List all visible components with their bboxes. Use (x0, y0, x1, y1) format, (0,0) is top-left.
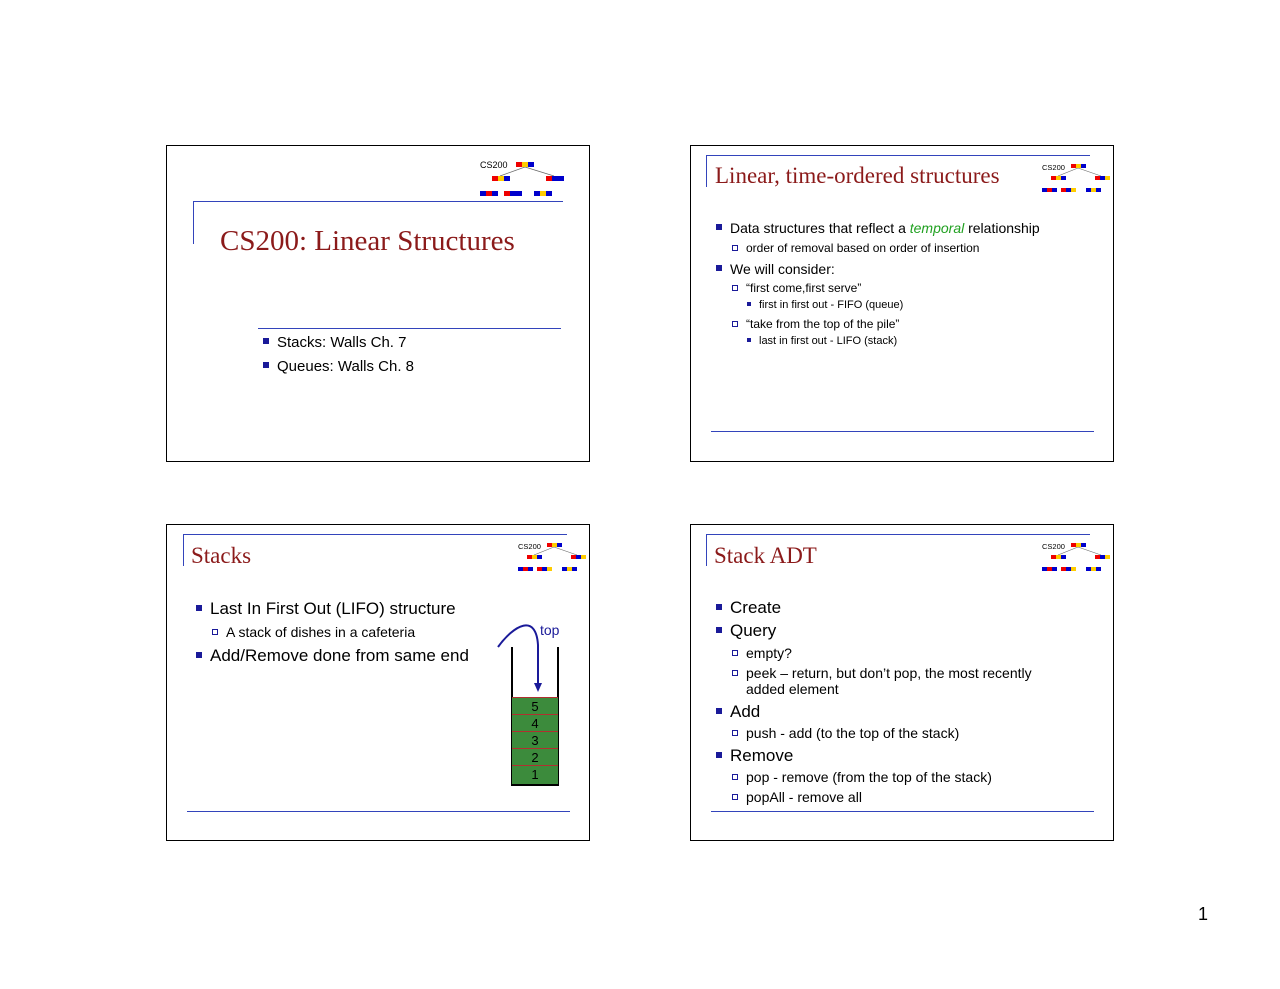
hollow-bullet-icon (732, 730, 738, 736)
cs200-logo-icon (1040, 540, 1112, 574)
slide-3-bullet: Last In First Out (LIFO) structure (196, 599, 456, 619)
svg-text:CS200: CS200 (1042, 163, 1065, 172)
stack-item: 2 (512, 748, 558, 765)
hollow-bullet-icon (732, 321, 738, 327)
cs200-logo-icon (1040, 161, 1112, 195)
bullet-icon (747, 302, 751, 306)
slide-4-bottom-rule (711, 811, 1094, 812)
page-number: 1 (1198, 904, 1209, 924)
hollow-bullet-icon (732, 650, 738, 656)
bullet-icon (716, 604, 722, 610)
hollow-bullet-icon (732, 285, 738, 291)
slide-3-subbullet: A stack of dishes in a cafeteria (212, 624, 415, 640)
slide-3-left-rule (183, 534, 184, 566)
slide-2-subsubbullet: first in first out - FIFO (queue) (747, 299, 903, 311)
svg-text:CS200: CS200 (518, 542, 541, 551)
stack-item: 3 (512, 731, 558, 748)
slide-2-bullet: Data structures that reflect a temporal relationship (716, 220, 1040, 236)
bullet-icon (263, 338, 269, 344)
bullet-icon (196, 652, 202, 658)
bullet-icon (716, 627, 722, 633)
slide-3-title: Stacks (191, 543, 252, 568)
slide-4-subbullet-continued: added element (746, 681, 839, 697)
bullet-icon (716, 224, 722, 230)
stack-item: 4 (512, 714, 558, 731)
slide-4-subbullet: pop - remove (from the top of the stack) (732, 769, 992, 785)
logo-label: CS200 (480, 160, 508, 170)
bullet-icon (263, 362, 269, 368)
hollow-bullet-icon (732, 794, 738, 800)
slide-2-bullet: We will consider: (716, 261, 835, 277)
slide-4-subbullet: peek – return, but don’t pop, the most recently (732, 665, 1032, 681)
hollow-bullet-icon (212, 629, 218, 635)
cs200-logo-icon (478, 158, 568, 200)
hollow-bullet-icon (732, 245, 738, 251)
slide-1-bullet-rule (258, 328, 561, 329)
stack-diagram (512, 697, 558, 786)
slide-4-subbullet: push - add (to the top of the stack) (732, 725, 959, 741)
bullet-icon (196, 605, 202, 611)
slide-4-subbullet: empty? (732, 645, 792, 661)
slide-1-bullet: Queues: Walls Ch. 8 (263, 358, 414, 375)
slide-1-bullet: Stacks: Walls Ch. 7 (263, 334, 406, 351)
bullet-icon (716, 708, 722, 714)
slide-2-title: Linear, time-ordered structures (715, 163, 1000, 188)
slide-4-title: Stack ADT (714, 543, 817, 568)
slide-2-top-rule (706, 155, 1090, 156)
svg-text:CS200: CS200 (1042, 542, 1065, 551)
bullet-icon (747, 338, 751, 342)
cs200-logo-icon (516, 540, 588, 574)
stack-item: 5 (512, 697, 558, 714)
slide-2-bottom-rule (711, 431, 1094, 432)
slide-4-subbullet: popAll - remove all (732, 789, 862, 805)
slide-4-bullet: Add (716, 702, 760, 722)
stack-top-label: top (540, 622, 560, 638)
slide-4-bullet: Remove (716, 746, 793, 766)
slide-2-subbullet: “take from the top of the pile” (732, 317, 899, 331)
slide-2-subsubbullet: last in first out - LIFO (stack) (747, 335, 897, 347)
slide-2-subbullet: “first come,first serve” (732, 281, 861, 295)
slide-3-bottom-rule (187, 811, 570, 812)
stack-item: 1 (512, 765, 558, 786)
slide-3-bullet: Add/Remove done from same end (196, 646, 469, 666)
slide-2-left-rule (706, 155, 707, 187)
slide-1-top-rule (193, 201, 563, 202)
slide-4-left-rule (706, 534, 707, 566)
slide-1-left-rule (193, 201, 194, 244)
slide-4-bullet: Create (716, 598, 781, 618)
hollow-bullet-icon (732, 670, 738, 676)
hollow-bullet-icon (732, 774, 738, 780)
slide-4-top-rule (706, 534, 1090, 535)
slide-3-top-rule (183, 534, 567, 535)
slide-2-subbullet: order of removal based on order of insertion (732, 241, 979, 255)
bullet-icon (716, 752, 722, 758)
slide-4-bullet: Query (716, 621, 776, 641)
bullet-icon (716, 265, 722, 271)
slide-1-title: CS200: Linear Structures (220, 225, 515, 257)
